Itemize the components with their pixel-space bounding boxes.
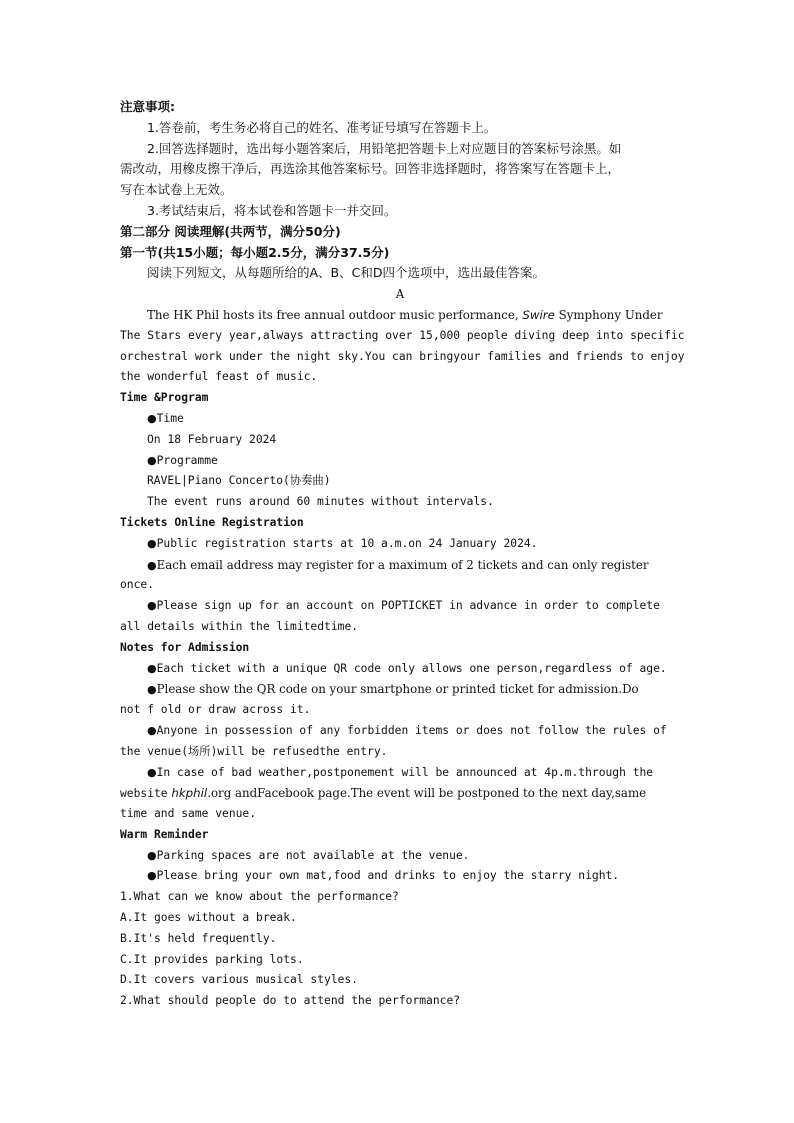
time-label: Time (156, 411, 184, 425)
notice-item-3: 3.考试结束后，将本试卷和答题卡一并交回。 (147, 202, 397, 218)
tickets-item-2-line-2: once. (120, 578, 155, 592)
website-domain: hkphil (171, 786, 208, 801)
bullet-icon: ● (147, 536, 157, 550)
tickets-item-3-line-1 (120, 596, 680, 617)
bullet-icon: ● (147, 558, 157, 572)
tickets-item-1-text: Public registration starts at 10 a.m.on 24 January 2024. (156, 536, 538, 550)
heading-tickets: Tickets Online Registration (120, 515, 304, 529)
intro-line-1 (120, 305, 680, 326)
notice-item-2-line-2: 需改动，用橡皮擦干净后，再选涂其他答案标号。回答非选择题时，将答案写在答题卡上， (120, 161, 621, 177)
intro-line-3: orchestral work under the night sky.You can bringyour families and friends to enjoy (120, 349, 685, 363)
bullet-icon: ● (147, 453, 157, 467)
section-instruction: 阅读下列短文，从每题所给的A、B、C和D四个选项中，选出最佳答案。 (147, 265, 545, 281)
tickets-item-3-line-2: all details within the limitedtime. (120, 619, 359, 633)
website-rest: .org andFacebook page.The event will be postponed to the next day,same (207, 786, 647, 801)
reminder-item-2 (120, 866, 680, 887)
question-1-option-c: C.It provides parking lots. (120, 952, 304, 966)
admission-item-1 (120, 659, 680, 680)
intro-text-c: Symphony Under (558, 307, 663, 322)
reminder-item-2-text: Please bring your own mat,food and drinks to enjoy the starry night. (156, 869, 620, 883)
admission-item-4-line-2 (120, 783, 680, 804)
admission-item-1-text: Each ticket with a unique QR code only allows one person,regardless of age. (156, 661, 667, 675)
question-2: 2.What should people do to attend the performance? (120, 994, 461, 1008)
intro-line-2: The Stars every year,always attracting over 15,000 people diving deep into specific (120, 328, 685, 342)
admission-item-4-line-1 (120, 763, 680, 784)
section-part-heading: 第二部分 阅读理解(共两节，满分50分) (120, 223, 341, 239)
question-1-option-b: B.It's held frequently. (120, 931, 277, 945)
tickets-item-1 (120, 534, 680, 555)
admission-item-2-text: Please show the QR code on your smartphone or printed ticket for admission.Do (156, 682, 639, 697)
passage-label: A (395, 287, 405, 302)
intro-line-4: the wonderful feast of music. (120, 370, 318, 384)
tickets-item-2-line-1 (120, 555, 680, 576)
admission-item-3-line-1 (120, 721, 680, 742)
programme-note: The event runs around 60 minutes without intervals. (147, 495, 494, 509)
time-value: On 18 February 2024 (147, 432, 277, 446)
reminder-item-1 (120, 846, 680, 867)
admission-item-3-line-2: the venue(场所)will be refusedthe entry. (120, 744, 388, 758)
question-1-option-d: D.It covers various musical styles. (120, 973, 359, 987)
section-sub-heading: 第一节(共15小题；每小题2.5分，满分37.5分) (120, 244, 390, 260)
bullet-icon: ● (147, 848, 157, 862)
admission-item-4-text: In case of bad weather,postponement will be announced at 4p.m.through the (156, 765, 654, 779)
notice-item-2-line-3: 写在本试卷上无效。 (120, 182, 233, 198)
admission-item-2-line-2: not f old or draw across it. (120, 703, 311, 717)
heading-admission: Notes for Admission (120, 640, 250, 654)
programme-value: RAVEL|Piano Concerto(协奏曲) (147, 474, 331, 488)
notice-item-2-line-1: 2.回答选择题时，选出每小题答案后，用铅笔把答题卡上对应题目的答案标号涂黑。如 (147, 140, 622, 156)
time-label-row (120, 409, 680, 430)
intro-sponsor: Swire (522, 307, 555, 322)
website-label: website (120, 787, 168, 801)
bullet-icon: ● (147, 683, 157, 697)
admission-item-4-line-3: time and same venue. (120, 807, 257, 821)
heading-time-program: Time &Program (120, 391, 209, 405)
reminder-item-1-text: Parking spaces are not available at the venue. (156, 848, 470, 862)
tickets-item-3-text: Please sign up for an account on POPTICKET in advance in order to complete (156, 599, 660, 613)
programme-label: Programme (156, 453, 218, 467)
tickets-item-2-text: Each email address may register for a maximum of 2 tickets and can only register (156, 557, 649, 572)
exam-page (120, 97, 685, 1012)
question-1-option-a: A.It goes without a break. (120, 911, 297, 925)
bullet-icon: ● (147, 599, 157, 613)
bullet-icon: ● (147, 411, 157, 425)
programme-label-row (120, 451, 680, 472)
intro-text-a: The HK Phil hosts its free annual outdoor music performance, (147, 307, 519, 322)
bullet-icon: ● (147, 723, 157, 737)
bullet-icon: ● (147, 661, 157, 675)
bullet-icon: ● (147, 765, 157, 779)
notice-title: 注意事项: (120, 99, 175, 114)
admission-item-2-line-1 (120, 679, 680, 700)
question-1: 1.What can we know about the performance? (120, 890, 399, 904)
admission-item-3-text: Anyone in possession of any forbidden items or does not follow the rules of (156, 723, 667, 737)
notice-item-1: 1.答卷前，考生务必将自己的姓名、准考证号填写在答题卡上。 (147, 119, 497, 135)
bullet-icon: ● (147, 869, 157, 883)
heading-warm-reminder: Warm Reminder (120, 827, 209, 841)
